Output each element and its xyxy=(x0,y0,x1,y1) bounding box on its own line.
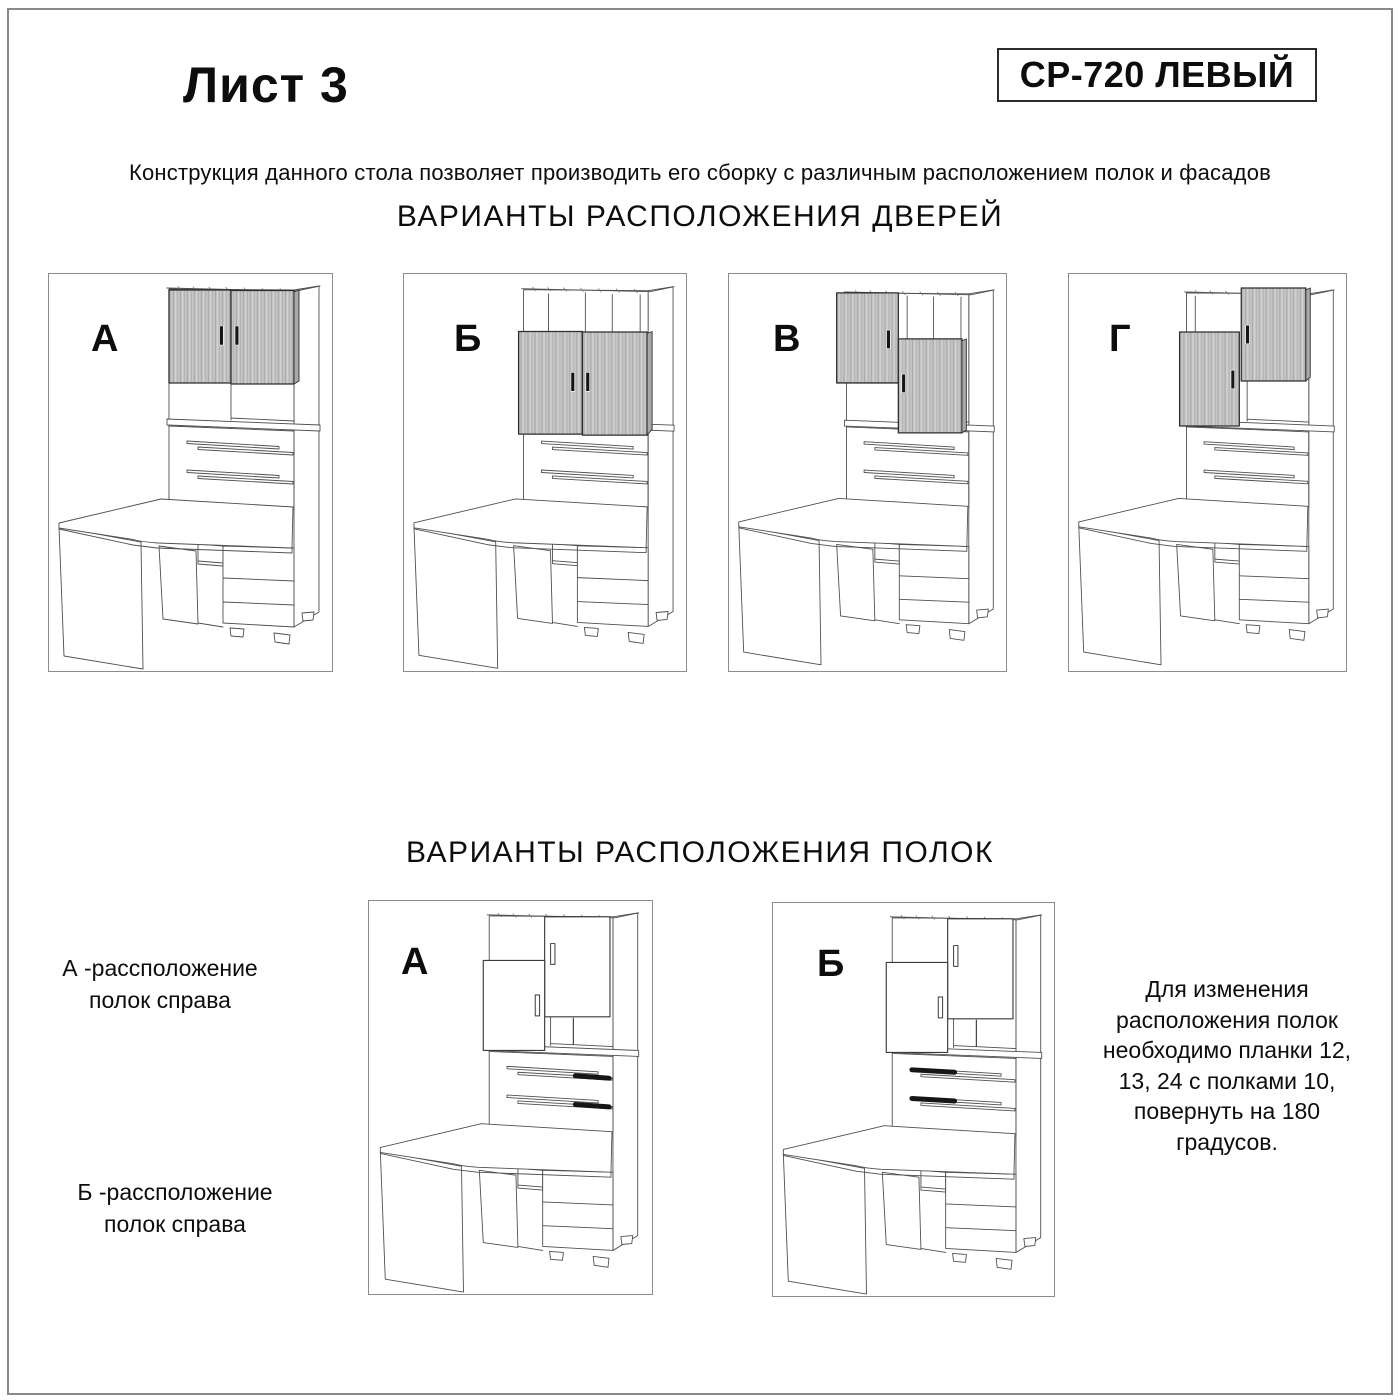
desk-drawing-doors-v xyxy=(729,274,1006,671)
door-variant-panel-v xyxy=(728,273,1007,672)
desk-drawing-doors-b xyxy=(404,274,686,671)
note-line5: повернуть на 180 xyxy=(1133,1098,1321,1124)
note-line4: 13, 24 с полками 10, xyxy=(1118,1067,1336,1094)
caption-variant-b xyxy=(50,1176,300,1240)
shelves-section-heading: ВАРИАНТЫ РАСПОЛОЖЕНИЯ ПОЛОК xyxy=(406,836,994,869)
doors-section-heading: ВАРИАНТЫ РАСПОЛОЖЕНИЯ ДВЕРЕЙ xyxy=(396,200,1004,233)
note-line3: необходимо планки 12, xyxy=(1102,1037,1352,1063)
note-line6: градусов. xyxy=(1176,1128,1278,1155)
shelf-variant-label-b: Б xyxy=(817,943,845,985)
shelf-change-note xyxy=(1077,974,1377,1157)
caption-a-line1: А -рассположение xyxy=(62,955,258,981)
variant-label-v: В xyxy=(773,318,801,360)
door-variant-panel-b xyxy=(403,273,687,672)
sheet-title: Лист 3 xyxy=(183,57,349,113)
door-variant-panel-g xyxy=(1068,273,1347,672)
caption-b-line1: Б -рассположение xyxy=(77,1179,273,1205)
variant-label-g: Г xyxy=(1109,318,1131,360)
shelf-variant-panel-b xyxy=(772,902,1055,1297)
variant-label-b: Б xyxy=(454,318,482,360)
shelf-variant-label-a: А xyxy=(401,941,429,983)
variant-label-a: А xyxy=(91,318,119,360)
caption-b-line2: полок справа xyxy=(104,1211,246,1237)
desk-drawing-shelves-b xyxy=(773,903,1054,1296)
caption-variant-a xyxy=(35,952,285,1016)
note-line2: расположения полок xyxy=(1116,1006,1338,1033)
model-badge xyxy=(997,48,1317,102)
shelf-rails-left xyxy=(912,1070,955,1101)
caption-a-line2: полок справа xyxy=(89,987,231,1013)
note-line1: Для изменения xyxy=(1145,976,1309,1002)
door-variant-panel-a xyxy=(48,273,333,672)
model-badge-label: СР-720 ЛЕВЫЙ xyxy=(1019,54,1295,95)
doors-overlay-a xyxy=(169,290,299,384)
shelf-variant-panel-a xyxy=(368,900,653,1295)
intro-text: Конструкция данного стола позволяет производить его сборку с различным расположением полок и фасадов xyxy=(128,160,1272,185)
